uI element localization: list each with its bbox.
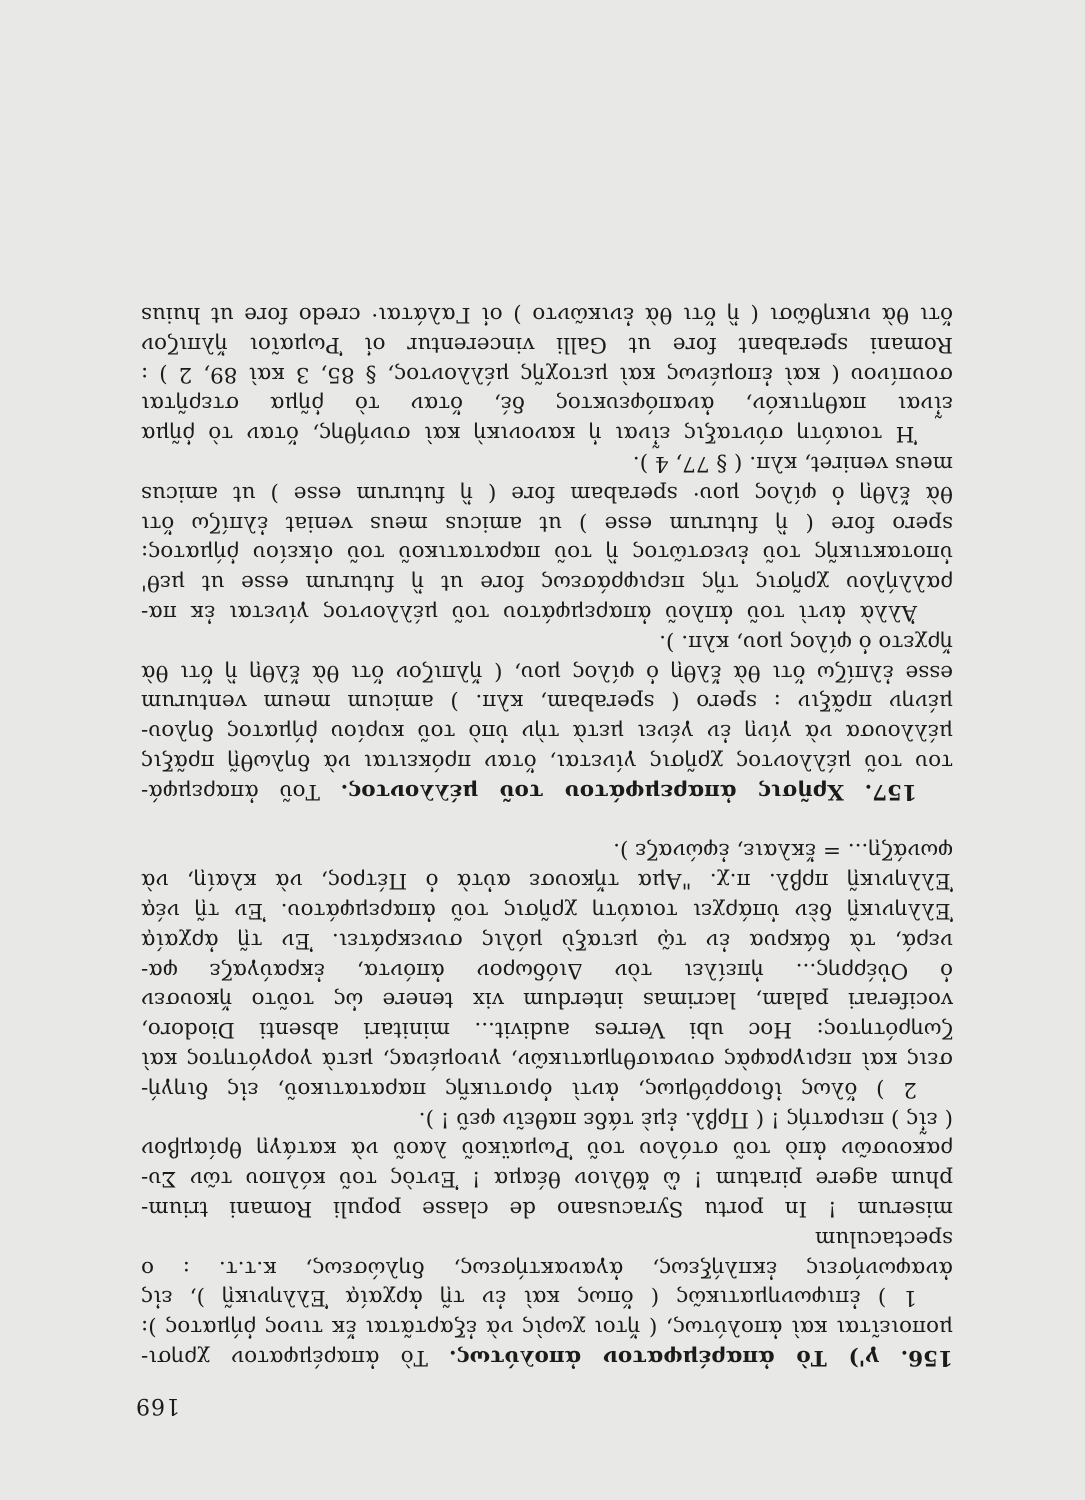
text-line: ραλλήλου χρῆσις τῆς περιφράσεως fore ut ἢ futurum esse ut μεθ' [141, 570, 953, 596]
text-line: vociferari palam, lacrimas interdum vix tenere ὡς τοῦτο ἤκουσεν [141, 987, 953, 1013]
section-spacer [141, 806, 953, 836]
text-line: ἤρχετο ὁ φίλος μου, κλπ. ). [659, 629, 953, 655]
text-line: μοποιεῖται καὶ ἀπολύτως, ( ἤτοι χωρὶς νὰ ἐξαρτᾶται ἔκ τινος ῥήματος ): [141, 1315, 953, 1341]
section-156-first-line [141, 1342, 953, 1372]
text-line: Τὸ ἀπαρέμφατον χρησι- [141, 1345, 428, 1370]
text-line: Ἑλληνικῇ δὲν ὑπάρχει τοιαύτη χρῆσις τοῦ ἀπαρεμφάτου. Ἐν τῇ νέᾳ [141, 898, 953, 924]
text-line: ζωηρότητος: Hoc ubi Verres audivit... minitari absenti Diodoro, [141, 1017, 953, 1043]
text-line: ἀναφωνήσεις ἐκπλήξεως, ἀγανακτήσεως, δηλώσεως, κ.τ.τ. : o spectaculum [141, 1225, 953, 1281]
text-line: 2 ) ὅλως ἰδιορρύθμως, ἀντὶ ὁριστικῆς παρατατικοῦ, εἰς διηγή- [141, 1076, 917, 1102]
text-line: Τοῦ ἀπαρεμφά- [140, 778, 320, 804]
text-line: εἶναι παθητικόν, ἀναπόφευκτος δέ, ὅταν τὸ ῥῆμα στερῆται [141, 391, 953, 417]
text-line: Ἑλληνικῇ πρβλ. π.χ. "Αμα τἤκουσε αὐτὰ ὁ Πέτρος, νὰ κλαίῃ, νὰ [141, 868, 953, 894]
section-157-first-line [141, 776, 953, 806]
text-line: σεις καὶ περιγραφὰς συναισθηματικῶν, γινομένας, μετὰ γοργότητος καὶ [141, 1047, 953, 1073]
text-line: ὁ Οὐέρρης... ἠπείλει τὸν Διόδωρον ἀπόντα, ἐκραύγαζε φα- [141, 957, 953, 983]
text-line: ( εἷς ) πειρατής ! ( Πρβλ. ἐμὲ τάδε παθεῖν φεῦ ! ). [418, 1106, 953, 1132]
text-line: Romani sperabant fore ut Galli vincerentur οἱ Ῥωμαῖοι ἤλπιζον [141, 331, 953, 357]
text-line: θὰ ἔλθῃ ὁ φίλος μου· sperabam fore ( ἢ futurum esse ) ut amicus [141, 480, 953, 506]
text-line: ὑποτακτικῆς τοῦ ἐνεστῶτος ἢ τοῦ παρατατικοῦ τοῦ οἰκείου ῥήματος: [141, 540, 953, 566]
text-line: μένην πρᾶξιν : spero ( sperabam, κλπ. ) amicum meum venturum [141, 689, 953, 715]
text-line: Ἀλλὰ ἀντὶ τοῦ ἁπλοῦ ἀπαρεμφάτου τοῦ μέλλοντος γίνεται ἐκ πα- [141, 600, 917, 626]
text-line: miserum ! In portu Syracusano de classe populi Romani trium- [141, 1196, 953, 1222]
text-line: ὅτι θὰ νικηθῶσι ( ἢ ὅτι θὰ ἐνικῶντο ) οἱ Γαλάται· credo fore ut huius [141, 302, 953, 328]
text-line: νερά, τὰ δάκρυα ἐν τῷ μεταξὺ μόλις συνεκράτει. Ἐν τῇ ἀρχαίᾳ [141, 927, 953, 953]
section-156-number: 156. [900, 1345, 953, 1370]
text-line: Ἡ τοιαύτη σύνταξις εἶναι ἡ κανονικὴ καὶ συνήθης, ὅταν τὸ ῥῆμα [141, 421, 917, 447]
section-157-title: Χρῆσις ἀπαρεμφάτου τοῦ μέλλοντος. [340, 778, 844, 804]
text-line: του τοῦ μέλλοντος χρῆσις γίνεται, ὅταν πρόκειται νὰ δηλωθῇ πρᾶξις [141, 749, 953, 775]
page-content [141, 299, 953, 1372]
text-line: φωνάζῃ... = ἔκλαιε, ἐφώναζε ). [613, 838, 953, 864]
page-number: 169 [135, 1393, 180, 1418]
text-line: spero fore ( ἢ futurum esse ) ut amicus meus veniat ἐλπίζω ὅτι [141, 510, 953, 536]
text-line: μέλλουσα νὰ γίνῃ ἐν γένει μετὰ τὴν ὑπὸ τοῦ κυρίου ῥήματος δηλου- [141, 719, 953, 745]
text-line: σουπίνου ( καὶ ἐπομένως καὶ μετοχῆς μέλλοντος, § 85, 3 καὶ 89, 2 ) : [141, 361, 953, 387]
section-156-title: γ') Τὸ ἀπαρέμφατον ἀπολύτως. [449, 1345, 880, 1370]
section-157-number: 157. [864, 778, 917, 804]
text-line: 1 ) ἐπιφωνηματικῶς ( ὅπως καὶ ἐν τῇ ἀρχαίᾳ Ἑλληνικῇ ), εἰς [141, 1285, 917, 1311]
text-line: ρακουσῶν ἀπὸ τοῦ στόλου τοῦ Ῥωμαϊκοῦ λαοῦ νὰ κατάγῃ θρίαμβον [141, 1136, 953, 1162]
text-line: esse ἐλπίζω ὅτι θὰ ἔλθῃ ὁ φίλος μου, ( ἤλπιζον ὅτι θὰ ἔλθῃ ἢ ὅτι θὰ [141, 659, 953, 685]
text-line: phum agere piratum ! ὢ ἄθλιον θέαμα ! Ἐντὸς τοῦ κόλπου τῶν Συ- [141, 1166, 953, 1192]
text-line: meus veniret, κλπ. ( § 77, 4 ). [632, 451, 953, 477]
